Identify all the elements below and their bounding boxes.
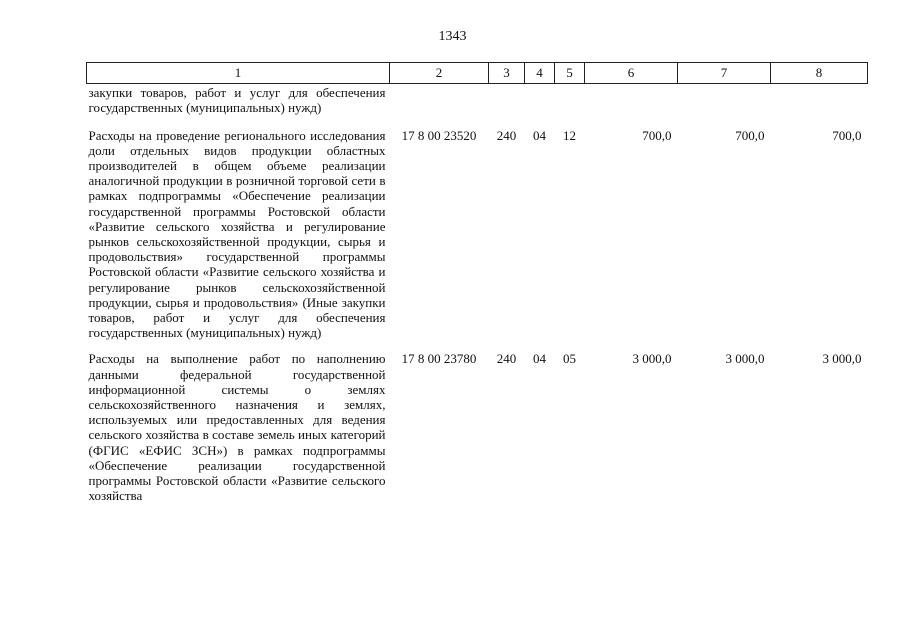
column-header-5: 5	[555, 63, 585, 84]
row-amount-3	[771, 84, 868, 128]
row-target-code: 17 8 00 23780	[401, 351, 477, 367]
table-row	[87, 128, 868, 352]
row-section: 04	[533, 127, 546, 143]
row-description: Расходы на выполнение работ по наполнению данными федеральной государственной информационной системы о землях сельскохозяйственного назначения и землях, используемых или предоставленных для ведения сельского хозяйства в составе земель иных категорий (ФГИС «ЕФИС ЗСН») в рамках подпрограммы «Обеспечение реализации государственной программы Ростовской области «Развитие сельского хозяйства	[88, 351, 386, 504]
column-header-7: 7	[678, 63, 771, 84]
column-header-1: 1	[87, 63, 390, 84]
row-subsection	[555, 84, 585, 128]
column-header-6: 6	[585, 63, 678, 84]
column-header-3: 3	[489, 63, 525, 84]
row-description: Расходы на проведение регионального исследования доли отдельных видов продукции областных производителей в общем объеме реализации аналогичной продукции в розничной торговой сети в рамках подпрограммы «Обеспечение реализации государственной программы Ростовской области «Развитие сельского хозяйства и регулирование рынков сельскохозяйственной продукции, сырья и продовольствия» государственной программы Ростовской области «Развитие сельского хозяйства и регулирование рынков сельскохозяйственной продукции, сырья и продовольствия» (Иные закупки товаров, работ и услуг для обеспечения государственных (муниципальных) нужд)	[88, 127, 386, 341]
page-number: 1343	[438, 29, 467, 44]
column-header-8: 8	[771, 63, 868, 84]
row-subsection: 05	[563, 351, 576, 367]
budget-table	[86, 62, 868, 514]
row-expense-type: 240	[496, 351, 517, 367]
row-amount-1: 3 000,0	[632, 351, 672, 367]
row-amount-2	[678, 84, 771, 128]
row-expense-type: 240	[496, 127, 517, 143]
row-amount-1: 700,0	[642, 127, 672, 143]
row-amount-1	[585, 84, 678, 128]
row-section	[525, 84, 555, 128]
column-header-4: 4	[525, 63, 555, 84]
row-target-code: 17 8 00 23520	[401, 127, 477, 143]
row-subsection: 12	[563, 127, 576, 143]
row-expense-type	[489, 84, 525, 128]
row-amount-2: 700,0	[735, 127, 765, 143]
table-header-row	[87, 63, 868, 84]
table-row	[87, 351, 868, 514]
row-amount-3: 3 000,0	[822, 351, 862, 367]
table-row	[87, 84, 868, 128]
row-amount-3: 700,0	[832, 127, 862, 143]
row-description: закупки товаров, работ и услуг для обеспечения государственных (муниципальных) нужд)	[88, 85, 386, 116]
column-header-2: 2	[390, 63, 489, 84]
row-target-code	[390, 84, 489, 128]
row-amount-2: 3 000,0	[725, 351, 765, 367]
row-section: 04	[533, 351, 546, 367]
